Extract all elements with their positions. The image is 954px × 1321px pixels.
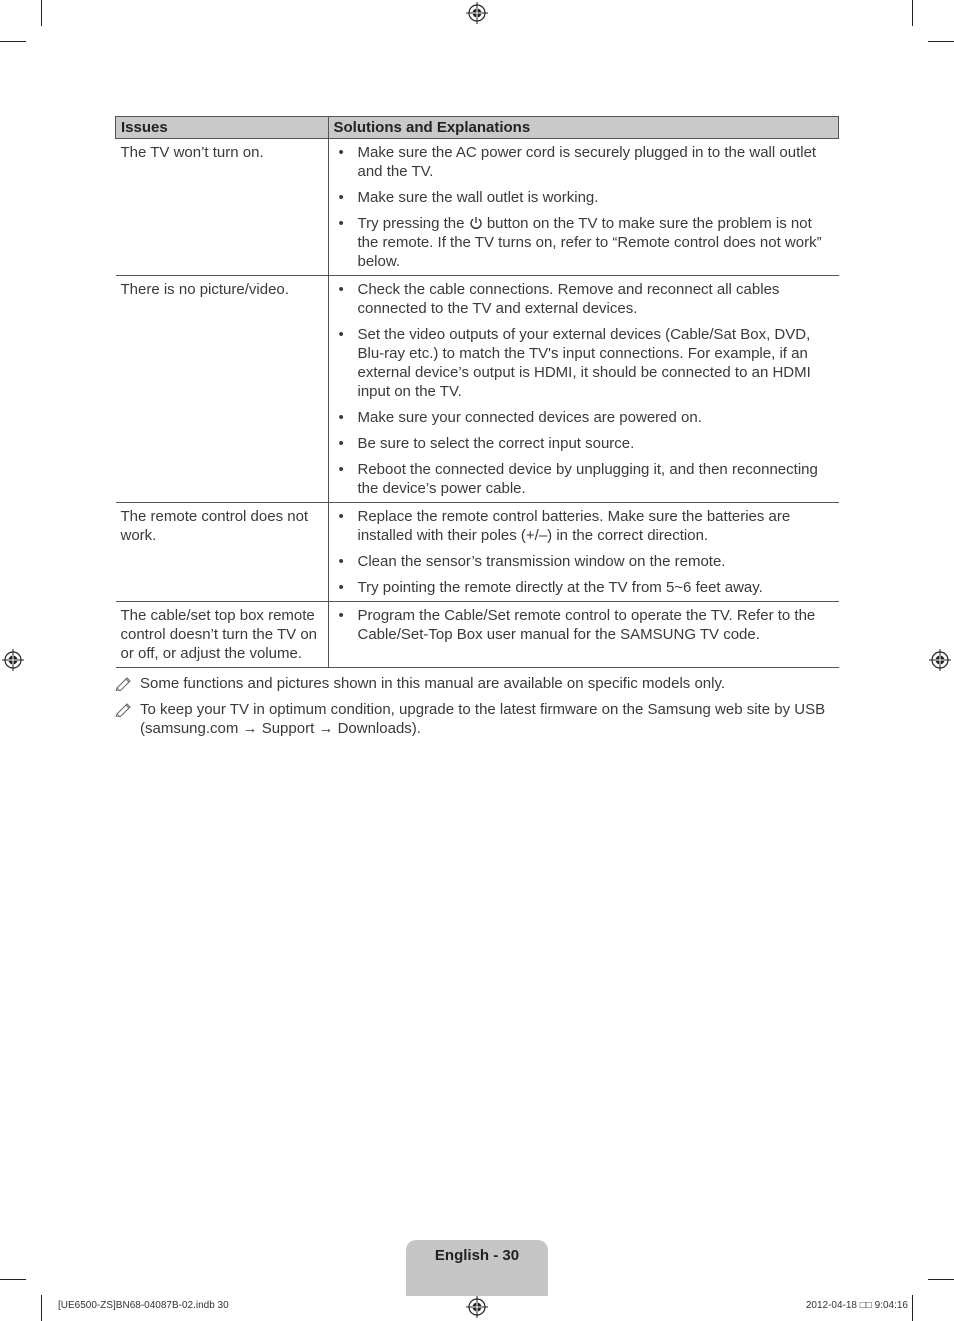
solution-item: • Set the video outputs of your external devices (Cable/Sat Box, DVD, Blu-ray etc.) to match the TV's input connections. For example, if an external device’s output is HDMI, it should be connected to an HDMI input on the TV. — [338, 326, 811, 400]
bullet: • — [338, 607, 344, 624]
footer-timestamp: 2012-04-18 □□ 9:04:16 — [805, 1300, 908, 1311]
bullet: • — [338, 461, 344, 478]
bullet: • — [338, 553, 344, 570]
crop-mark — [912, 0, 913, 26]
bullet: • — [338, 409, 344, 426]
bullet: • — [338, 326, 344, 343]
solution-item: • Check the cable connections. Remove and reconnect all cables connected to the TV and external devices. — [338, 281, 780, 317]
solution-cell — [328, 602, 839, 668]
notes-section — [115, 674, 839, 745]
table-row — [116, 276, 839, 503]
solution-item: • Replace the remote control batteries. Make sure the batteries are installed with their poles (+/–) in the correct direction. — [338, 508, 791, 544]
issue-cell: The cable/set top box remote control doesn’t turn the TV on or off, or adjust the volume. — [116, 602, 329, 668]
registration-mark-icon — [466, 1296, 488, 1318]
footer-file-info: [UE6500-ZS]BN68-04087B-02.indb 30 — [58, 1300, 229, 1311]
troubleshooting-table — [115, 116, 839, 668]
issue-cell: The TV won’t turn on. — [116, 139, 329, 276]
pencil-note-icon — [115, 675, 133, 691]
bullet: • — [338, 215, 344, 232]
bullet: • — [338, 579, 344, 596]
table-row — [116, 602, 839, 668]
solution-item: • Clean the sensor’s transmission window on the remote. — [338, 553, 726, 570]
solution-cell — [328, 276, 839, 503]
table-row — [116, 139, 839, 276]
registration-mark-icon — [2, 649, 24, 671]
solution-item: • Make sure the AC power cord is securely plugged in to the wall outlet and the TV. — [338, 144, 817, 180]
bullet: • — [338, 281, 344, 298]
crop-mark — [912, 1295, 913, 1321]
solution-item: • Be sure to select the correct input source. — [338, 435, 635, 452]
solution-cell — [328, 503, 839, 602]
solution-item: • Try pointing the remote directly at the TV from 5~6 feet away. — [338, 579, 763, 596]
table-row — [116, 503, 839, 602]
bullet: • — [338, 508, 344, 525]
bullet: • — [338, 189, 344, 206]
pencil-note-icon — [115, 701, 133, 717]
table-header-row — [116, 117, 839, 139]
page-number-tab: English - 30 — [406, 1240, 548, 1296]
crop-mark — [41, 0, 42, 26]
bullet: • — [338, 435, 344, 452]
issue-cell: There is no picture/video. — [116, 276, 329, 503]
solution-item: • Reboot the connected device by unplugging it, and then reconnecting the device’s power cable. — [338, 461, 818, 497]
column-header-issues: Issues — [116, 117, 329, 139]
crop-mark — [928, 1279, 954, 1280]
bullet: • — [338, 144, 344, 161]
solution-item: • Program the Cable/Set remote control to operate the TV. Refer to the Cable/Set-Top Box user manual for the SAMSUNG TV code. — [338, 607, 816, 643]
crop-mark — [928, 41, 954, 42]
issue-cell: The remote control does not work. — [116, 503, 329, 602]
crop-mark — [41, 1295, 42, 1321]
column-header-solutions: Solutions and Explanations — [328, 117, 839, 139]
solution-cell — [328, 139, 839, 276]
solution-item: • Make sure your connected devices are powered on. — [338, 409, 702, 426]
power-icon — [469, 216, 483, 230]
registration-mark-icon — [929, 649, 951, 671]
solution-item: • Make sure the wall outlet is working. — [338, 189, 599, 206]
solution-item: • Try pressing the button on the TV to make sure the problem is not the remote. If the TV turns on, refer to “Remote control does not work” below. — [338, 215, 822, 270]
registration-mark-icon — [466, 2, 488, 24]
note-item: Some functions and pictures shown in this manual are available on specific models only. — [115, 674, 839, 693]
crop-mark — [0, 41, 26, 42]
crop-mark — [0, 1279, 26, 1280]
note-item: To keep your TV in optimum condition, upgrade to the latest firmware on the Samsung web site by USB (samsung.com → Support → Downloads). — [115, 700, 839, 738]
